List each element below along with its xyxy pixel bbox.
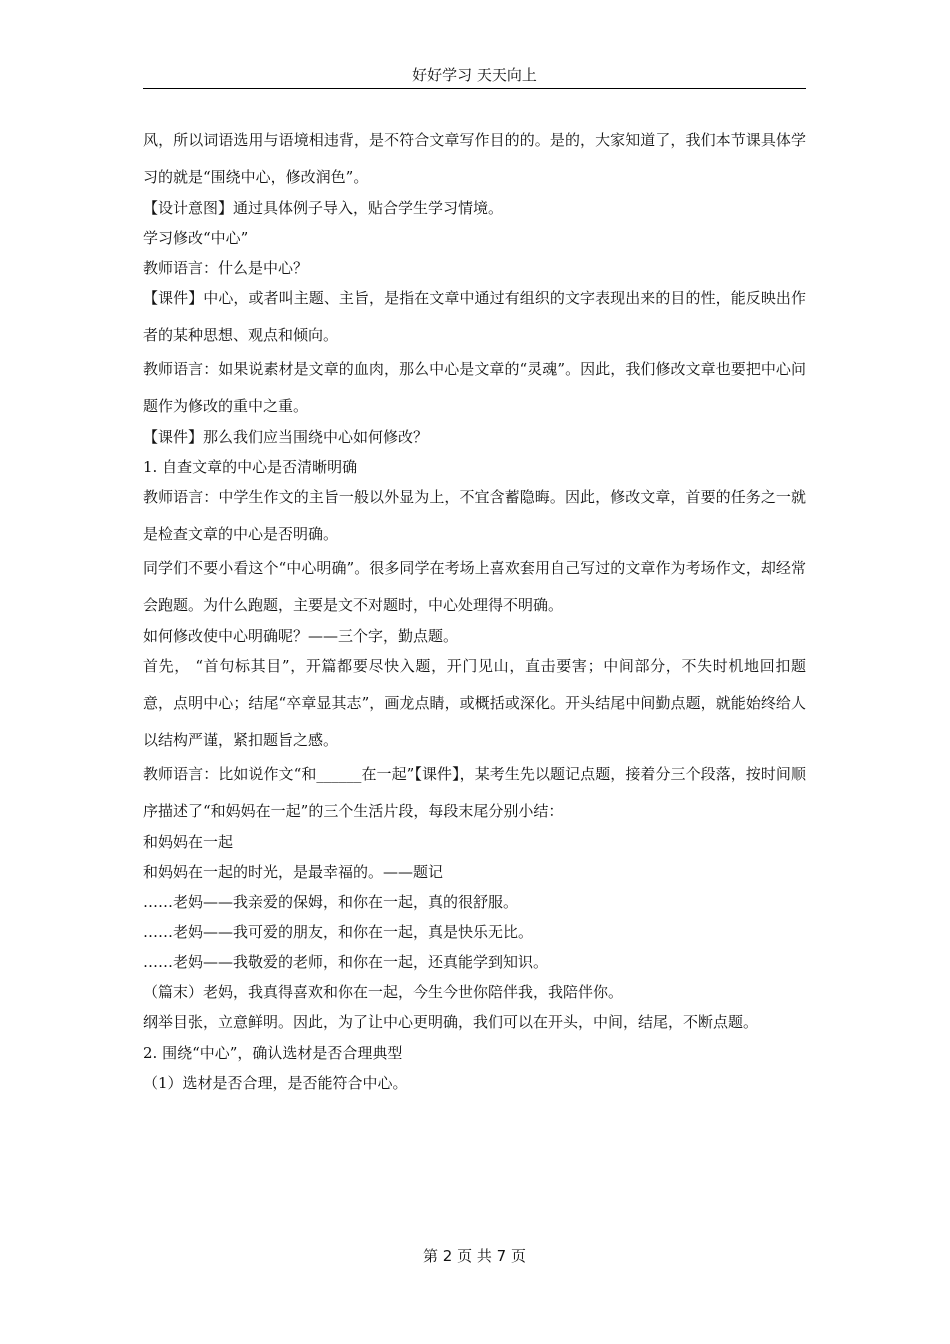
example-line: ……老妈——我敬爱的老师，和你在一起，还真能学到知识。 [143, 953, 549, 971]
paragraph: 教师语言：如果说素材是文章的血肉，那么中心是文章的“灵魂”。因此，我们修改文章也要把中心问题作为修改的重中之重。 [143, 360, 806, 415]
header-divider [143, 88, 806, 89]
section-heading: 1. 自查文章的中心是否清晰明确 [143, 458, 358, 476]
paragraph: 首先， “首句标其目”，开篇都要尽快入题，开门见山，直击要害；中间部分，不失时机地回扣题意，点明中心；结尾“卒章显其志”，画龙点睛，或概括或深化。开头结尾中间勤点题，就能始终给人以结构严谨，紧扣题旨之感。 [143, 657, 806, 749]
example-line: 和妈妈在一起的时光，是最幸福的。——题记 [143, 863, 444, 881]
paragraph: 风，所以词语选用与语境相违背，是不符合文章写作目的的。是的，大家知道了，我们本节课具体学习的就是“围绕中心，修改润色”。 [143, 131, 806, 186]
paragraph: 同学们不要小看这个“中心明确”。很多同学在考场上喜欢套用自己写过的文章作为考场作文，却经常会跑题。为什么跑题，主要是文不对题时，中心处理得不明确。 [143, 559, 806, 614]
paragraph: 【课件】中心，或者叫主题、主旨，是指在文章中通过有组织的文字表现出来的目的性，能反映出作者的某种思想、观点和倾向。 [143, 289, 806, 344]
paragraph: 纲举目张，立意鲜明。因此，为了让中心更明确，我们可以在开头，中间，结尾，不断点题。 [143, 1013, 759, 1031]
paragraph: 【设计意图】通过具体例子导入，贴合学生学习情境。 [143, 199, 504, 217]
paragraph: 教师语言：什么是中心？ [143, 259, 309, 277]
example-line: ……老妈——我亲爱的保姆，和你在一起，真的很舒服。 [143, 893, 519, 911]
paragraph: （1）选材是否合理，是否能符合中心。 [143, 1074, 408, 1092]
section-heading: 2. 围绕“中心”，确认选材是否合理典型 [143, 1044, 403, 1062]
example-line: （篇末）老妈，我真得喜欢和你在一起，今生今世你陪伴我，我陪伴你。 [143, 983, 624, 1001]
paragraph: 教师语言：中学生作文的主旨一般以外显为上，不宜含蓄隐晦。因此，修改文章，首要的任务之一就是检查文章的中心是否明确。 [143, 488, 806, 543]
page-number: 第 2 页 共 7 页 [423, 1247, 526, 1265]
document-body [143, 125, 806, 1098]
example-title: 和妈妈在一起 [143, 833, 234, 851]
section-heading: 学习修改“中心” [143, 229, 249, 247]
example-line: ……老妈——我可爱的朋友，和你在一起，真是快乐无比。 [143, 923, 534, 941]
page-header: 好好学习 天天向上 [412, 66, 537, 84]
paragraph: 教师语言：比如说作文“和______在一起”【课件】，某考生先以题记点题，接着分三个段落，按时间顺序描述了“和妈妈在一起”的三个生活片段，每段末尾分别小结： [143, 765, 806, 820]
paragraph: 如何修改使中心明确呢？——三个字，勤点题。 [143, 627, 459, 645]
paragraph: 【课件】那么我们应当围绕中心如何修改？ [143, 428, 429, 446]
